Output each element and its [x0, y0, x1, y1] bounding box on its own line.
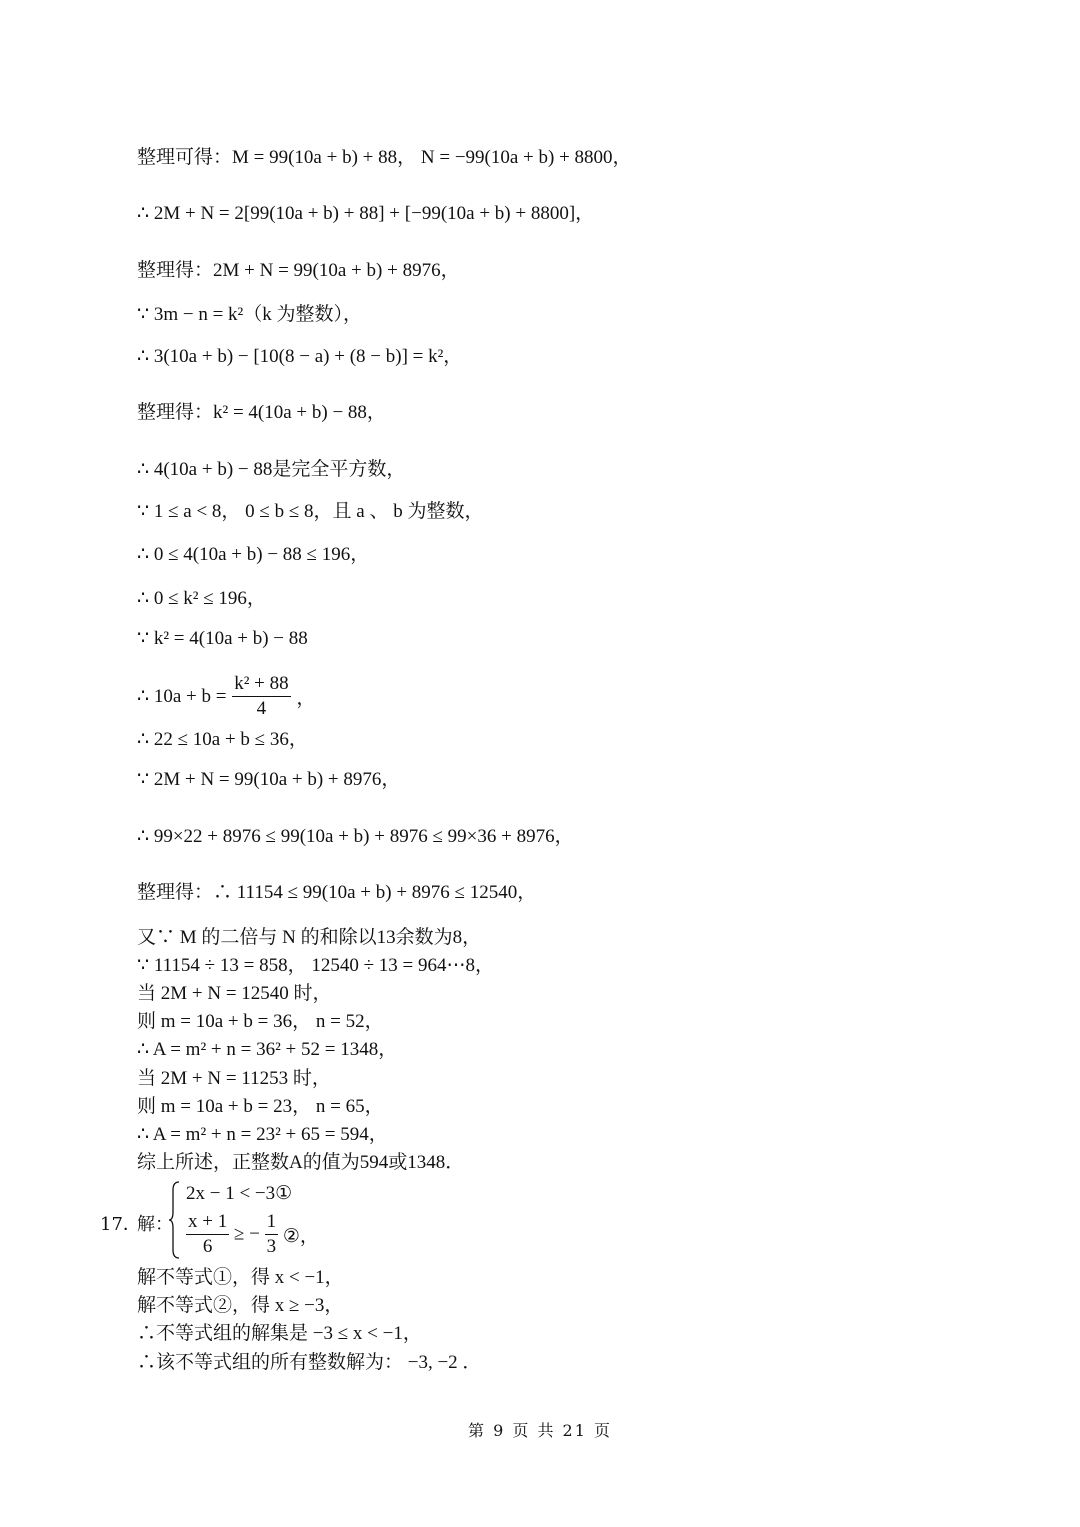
solution-line-20: ∴ A = m² + n = 36² + 52 = 1348，: [137, 1039, 398, 1060]
fraction-numerator: k² + 88: [232, 672, 290, 697]
inequality-2: [186, 1210, 319, 1259]
fraction-denominator: 4: [256, 698, 267, 719]
inequality-2-tail: ②，: [282, 1226, 319, 1247]
inequality-2-left-numerator: x + 1: [186, 1210, 229, 1235]
solution-line-12: ∴ 22 ≤ 10a + b ≤ 36，: [137, 729, 308, 750]
solution-line-28: ∴该不等式组的所有整数解为： −3, −2 ．: [137, 1352, 482, 1373]
fraction: [232, 672, 290, 721]
left-brace-icon: [168, 1180, 180, 1260]
solution-line-15: 整理得：∴ 11154 ≤ 99(10a + b) + 8976 ≤ 12540，: [137, 882, 537, 903]
solution-line-13: ∵ 2M + N = 99(10a + b) + 8976，: [137, 769, 401, 790]
solution-line-4: ∵ 3m − n = k²（k 为整数），: [137, 304, 362, 325]
fraction-suffix: ，: [296, 688, 316, 709]
solution-line-5: ∴ 3(10a + b) − [10(8 − a) + (8 − b)] = k²，: [137, 346, 463, 367]
problem-number: 17．: [100, 1214, 141, 1235]
solution-line-9: ∴ 0 ≤ 4(10a + b) − 88 ≤ 196，: [137, 544, 370, 565]
inequality-2-right-fraction: [265, 1210, 279, 1259]
page-footer: 第 9 页 共 21 页: [468, 1421, 612, 1440]
solution-line-8: ∵ 1 ≤ a < 8， 0 ≤ b ≤ 8，且 a 、 b 为整数，: [137, 501, 484, 522]
fraction-line: [137, 672, 315, 721]
solution-line-10: ∴ 0 ≤ k² ≤ 196，: [137, 588, 266, 609]
solution-label: 解：: [137, 1214, 173, 1235]
solution-line-1: 整理可得：M = 99(10a + b) + 88， N = −99(10a + b) + 8800，: [137, 147, 632, 168]
inequality-2-right-denominator: 3: [266, 1236, 277, 1257]
inequality-2-left-fraction: [186, 1210, 229, 1259]
solution-line-11: ∵ k² = 4(10a + b) − 88: [137, 628, 308, 649]
solution-line-18: 当 2M + N = 12540 时，: [137, 983, 332, 1004]
problem-17: [100, 1180, 360, 1264]
inequality-2-left-denominator: 6: [202, 1236, 213, 1257]
solution-line-21: 当 2M + N = 11253 时，: [137, 1068, 331, 1089]
solution-line-3: 整理得：2M + N = 99(10a + b) + 8976，: [137, 260, 460, 281]
inequality-2-relation: ≥ −: [233, 1223, 260, 1245]
solution-line-22: 则 m = 10a + b = 23， n = 65，: [137, 1096, 384, 1117]
solution-line-14: ∴ 99×22 + 8976 ≤ 99(10a + b) + 8976 ≤ 99×36 + 8976，: [137, 826, 574, 847]
inequality-2-right-numerator: 1: [265, 1210, 279, 1235]
solution-line-25: 解不等式①，得 x < −1，: [137, 1267, 344, 1288]
solution-line-26: 解不等式②，得 x ≥ −3，: [137, 1295, 344, 1316]
solution-line-16: 又∵ M 的二倍与 N 的和除以13余数为8，: [137, 927, 482, 948]
solution-line-23: ∴ A = m² + n = 23² + 65 = 594，: [137, 1124, 388, 1145]
fraction-prefix: ∴ 10a + b =: [137, 686, 227, 707]
solution-line-17: ∵ 11154 ÷ 13 = 858， 12540 ÷ 13 = 964⋯8，: [137, 955, 494, 976]
solution-line-27: ∴不等式组的解集是 −3 ≤ x < −1，: [137, 1323, 422, 1344]
inequality-1: 2x − 1 < −3①: [186, 1183, 293, 1204]
solution-line-19: 则 m = 10a + b = 36， n = 52，: [137, 1011, 384, 1032]
solution-line-24: 综上所述，正整数A的值为594或1348．: [137, 1152, 465, 1173]
solution-line-6: 整理得：k² = 4(10a + b) − 88，: [137, 402, 386, 423]
solution-line-7: ∴ 4(10a + b) − 88是完全平方数，: [137, 459, 406, 480]
solution-line-2: ∴ 2M + N = 2[99(10a + b) + 88] + [−99(10a + b) + 8800]，: [137, 203, 595, 224]
